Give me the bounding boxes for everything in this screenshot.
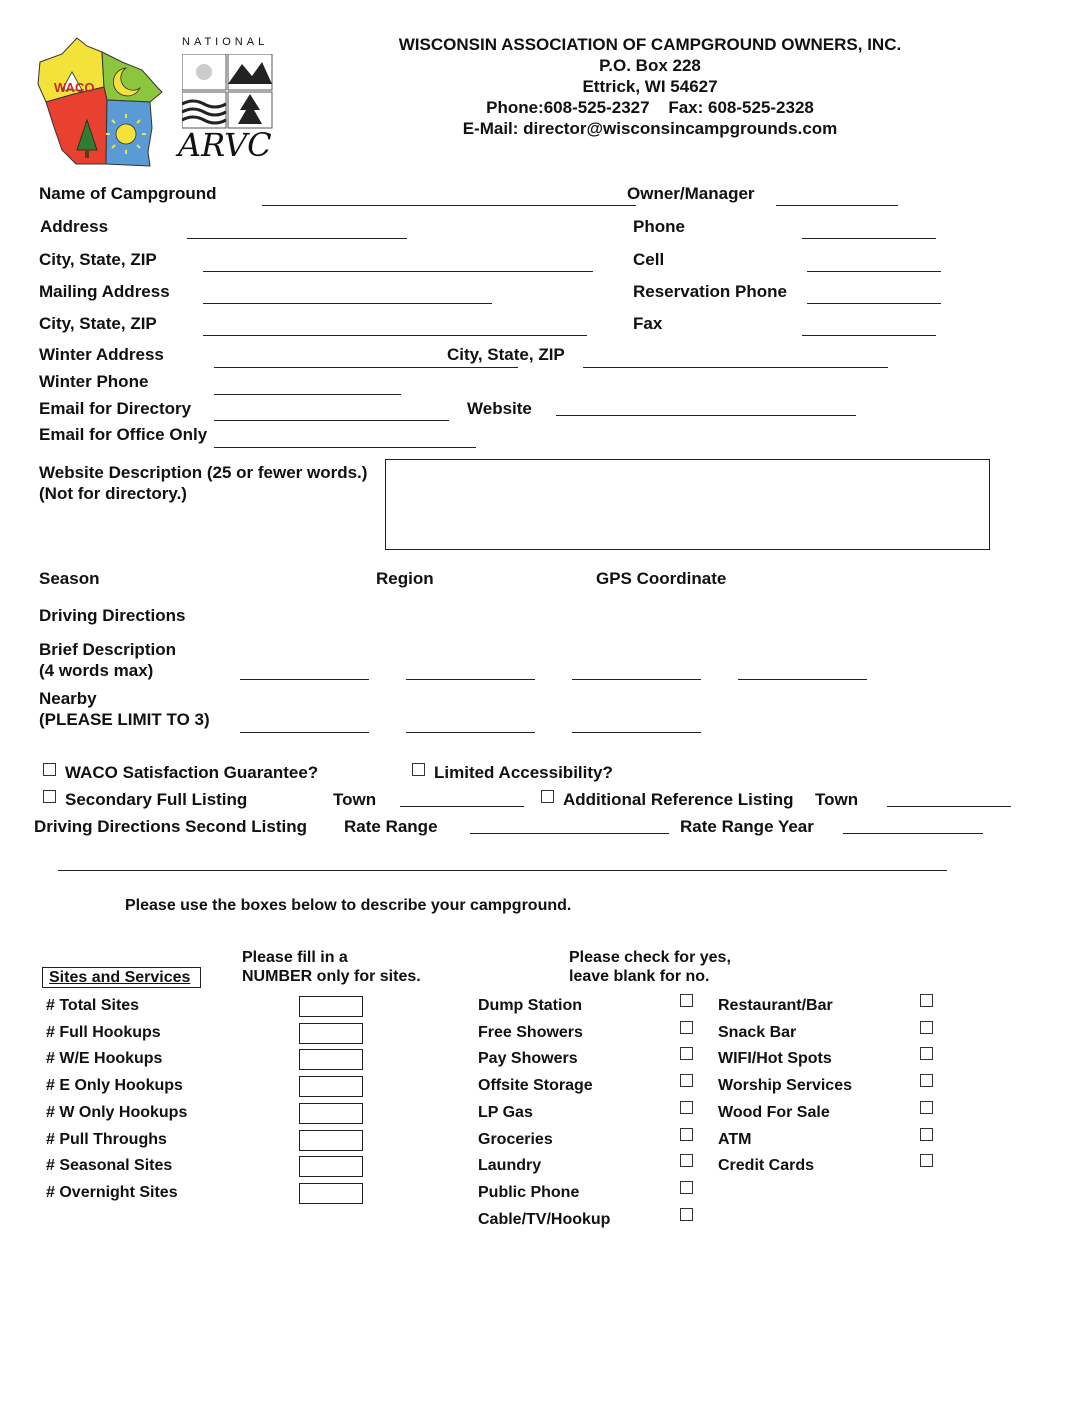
- service-checkbox[interactable]: [680, 994, 693, 1007]
- website-desc-label: Website Description (25 or fewer words.): [39, 463, 368, 482]
- winter-phone-field[interactable]: [214, 394, 401, 395]
- service-label: Groceries: [478, 1130, 553, 1148]
- secondary-listing-checkbox[interactable]: [43, 790, 56, 803]
- phone-field[interactable]: [802, 238, 936, 239]
- phone-label: Phone: [633, 217, 685, 236]
- brief-description-note: (4 words max): [39, 661, 154, 680]
- limited-accessibility-label: Limited Accessibility?: [434, 763, 613, 782]
- address-label: Address: [40, 217, 109, 236]
- reservation-phone-label: Reservation Phone: [633, 282, 787, 301]
- town-2-field[interactable]: [887, 806, 1011, 807]
- driving-directions-label: Driving Directions: [39, 606, 186, 625]
- driving-second-field[interactable]: [58, 870, 947, 871]
- org-phone: Phone:608-525-2327: [486, 98, 650, 117]
- nearby-label: Nearby: [39, 689, 97, 708]
- nearby-field-3[interactable]: [572, 732, 701, 733]
- service-label: LP Gas: [478, 1103, 533, 1121]
- limited-accessibility-checkbox[interactable]: [412, 763, 425, 776]
- gps-label: GPS Coordinate: [596, 569, 727, 588]
- waco-logo-text: WACO: [54, 80, 95, 95]
- service-checkbox[interactable]: [920, 1101, 933, 1114]
- service-checkbox[interactable]: [920, 1128, 933, 1141]
- service-checkbox[interactable]: [680, 1154, 693, 1167]
- site-count-input[interactable]: [299, 1156, 363, 1177]
- org-pobox: P.O. Box 228: [599, 56, 701, 75]
- town-2-label: Town: [815, 790, 859, 809]
- service-label: Cable/TV/Hookup: [478, 1210, 611, 1228]
- nearby-field-1[interactable]: [240, 732, 369, 733]
- site-count-input[interactable]: [299, 1183, 363, 1204]
- site-count-label: # Overnight Sites: [46, 1183, 178, 1201]
- nearby-note: (PLEASE LIMIT TO 3): [39, 710, 210, 729]
- wisconsin-map-icon: [32, 32, 167, 170]
- winter-city-state-zip-field[interactable]: [583, 367, 888, 368]
- service-label: WIFI/Hot Spots: [718, 1050, 832, 1068]
- satisfaction-guarantee-checkbox[interactable]: [43, 763, 56, 776]
- services-note-1: Please check for yes,: [569, 949, 731, 966]
- site-count-label: # W/E Hookups: [46, 1050, 163, 1068]
- city-state-zip-field[interactable]: [203, 271, 593, 272]
- mailing-address-field[interactable]: [203, 303, 492, 304]
- site-count-label: # Pull Throughs: [46, 1130, 167, 1148]
- service-label: Free Showers: [478, 1023, 583, 1041]
- site-count-label: # E Only Hookups: [46, 1077, 183, 1095]
- org-name: WISCONSIN ASSOCIATION OF CAMPGROUND OWNERS, INC.: [398, 35, 902, 54]
- fax-label: Fax: [633, 314, 663, 333]
- service-checkbox[interactable]: [920, 994, 933, 1007]
- service-label: Snack Bar: [718, 1023, 797, 1041]
- additional-listing-label: Additional Reference Listing: [563, 790, 794, 809]
- campground-name-field[interactable]: [262, 205, 636, 206]
- service-label: Restaurant/Bar: [718, 997, 833, 1014]
- brief-description-field-1[interactable]: [240, 679, 369, 680]
- secondary-listing-label: Secondary Full Listing: [65, 790, 248, 809]
- cell-field[interactable]: [807, 271, 941, 272]
- service-label: Public Phone: [478, 1183, 580, 1201]
- email-office-field[interactable]: [214, 447, 476, 448]
- arvc-national-text: NATIONAL: [182, 36, 269, 48]
- winter-city-state-zip-label: City, State, ZIP: [447, 345, 565, 364]
- services-note-2: leave blank for no.: [569, 968, 710, 985]
- site-count-label: # Seasonal Sites: [46, 1157, 173, 1175]
- site-count-label: # Full Hookups: [46, 1023, 161, 1041]
- site-count-input[interactable]: [299, 1049, 363, 1070]
- nearby-field-2[interactable]: [406, 732, 535, 733]
- site-count-input[interactable]: [299, 1130, 363, 1151]
- rate-range-year-field[interactable]: [843, 833, 983, 834]
- service-checkbox[interactable]: [680, 1208, 693, 1221]
- service-label: ATM: [718, 1130, 752, 1148]
- site-count-input[interactable]: [299, 996, 363, 1017]
- season-label: Season: [39, 569, 100, 588]
- brief-description-field-3[interactable]: [572, 679, 701, 680]
- service-checkbox[interactable]: [680, 1074, 693, 1087]
- arvc-logo: [178, 36, 298, 166]
- service-label: Laundry: [478, 1157, 542, 1175]
- mailing-address-label: Mailing Address: [39, 282, 170, 301]
- site-count-input[interactable]: [299, 1076, 363, 1097]
- service-checkbox[interactable]: [680, 1047, 693, 1060]
- email-directory-field[interactable]: [214, 420, 449, 421]
- service-checkbox[interactable]: [920, 1074, 933, 1087]
- brief-description-field-4[interactable]: [738, 679, 867, 680]
- service-checkbox[interactable]: [680, 1128, 693, 1141]
- rate-range-year-label: Rate Range Year: [680, 817, 814, 836]
- website-desc-note: (Not for directory.): [39, 484, 187, 503]
- town-label: Town: [333, 790, 377, 809]
- org-fax: Fax: 608-525-2328: [668, 98, 814, 117]
- winter-address-label: Winter Address: [39, 345, 164, 364]
- winter-phone-label: Winter Phone: [39, 372, 149, 391]
- sites-services-title-text: Sites and Services: [49, 969, 191, 986]
- service-label: Dump Station: [478, 997, 582, 1014]
- service-checkbox[interactable]: [680, 1181, 693, 1194]
- rate-range-label: Rate Range: [344, 817, 438, 836]
- service-label: Wood For Sale: [718, 1103, 830, 1121]
- service-checkbox[interactable]: [920, 1021, 933, 1034]
- rate-range-field[interactable]: [470, 833, 669, 834]
- website-label: Website: [467, 399, 532, 418]
- arvc-emblem-icon: [182, 54, 282, 134]
- owner-manager-field[interactable]: [776, 205, 898, 206]
- service-checkbox[interactable]: [680, 1101, 693, 1114]
- waco-logo: [32, 32, 167, 170]
- sites-note-1: Please fill in a: [242, 949, 348, 966]
- reservation-phone-field[interactable]: [807, 303, 941, 304]
- service-checkbox[interactable]: [920, 1154, 933, 1167]
- org-phone-fax: [380, 97, 920, 118]
- org-header: [380, 34, 920, 139]
- mailing-city-state-zip-label: City, State, ZIP: [39, 314, 157, 333]
- driving-second-label: Driving Directions Second Listing: [34, 817, 307, 836]
- additional-listing-checkbox[interactable]: [541, 790, 554, 803]
- service-label: Offsite Storage: [478, 1077, 593, 1095]
- owner-manager-label: Owner/Manager: [627, 184, 755, 203]
- service-label: Credit Cards: [718, 1157, 815, 1175]
- service-label: Worship Services: [718, 1077, 852, 1095]
- region-label: Region: [376, 569, 434, 588]
- email-directory-label: Email for Directory: [39, 399, 192, 418]
- website-field[interactable]: [556, 415, 856, 416]
- campground-name-label: Name of Campground: [39, 184, 217, 203]
- winter-address-field[interactable]: [214, 367, 518, 368]
- city-state-zip-label: City, State, ZIP: [39, 250, 157, 269]
- service-checkbox[interactable]: [920, 1047, 933, 1060]
- arvc-text: ARVC: [178, 126, 272, 164]
- mailing-city-state-zip-field[interactable]: [203, 335, 587, 336]
- org-email: E-Mail: director@wisconsincampgrounds.com: [462, 119, 838, 138]
- site-count-input[interactable]: [299, 1023, 363, 1044]
- website-description-textarea[interactable]: [385, 459, 990, 550]
- brief-description-label: Brief Description: [39, 640, 176, 659]
- address-field[interactable]: [187, 238, 407, 239]
- instructions-text: Please use the boxes below to describe your campground.: [125, 897, 572, 914]
- org-city: Ettrick, WI 54627: [582, 77, 718, 96]
- site-count-label: # Total Sites: [46, 997, 140, 1014]
- sites-services-title: [42, 967, 201, 988]
- town-field[interactable]: [400, 806, 524, 807]
- satisfaction-guarantee-label: WACO Satisfaction Guarantee?: [65, 763, 319, 782]
- site-count-label: # W Only Hookups: [46, 1103, 188, 1121]
- service-label: Pay Showers: [478, 1050, 578, 1068]
- fax-field[interactable]: [802, 335, 936, 336]
- email-office-label: Email for Office Only: [39, 425, 208, 444]
- brief-description-field-2[interactable]: [406, 679, 535, 680]
- service-checkbox[interactable]: [680, 1021, 693, 1034]
- sites-note-2: NUMBER only for sites.: [242, 968, 421, 985]
- site-count-input[interactable]: [299, 1103, 363, 1124]
- cell-label: Cell: [633, 250, 665, 269]
